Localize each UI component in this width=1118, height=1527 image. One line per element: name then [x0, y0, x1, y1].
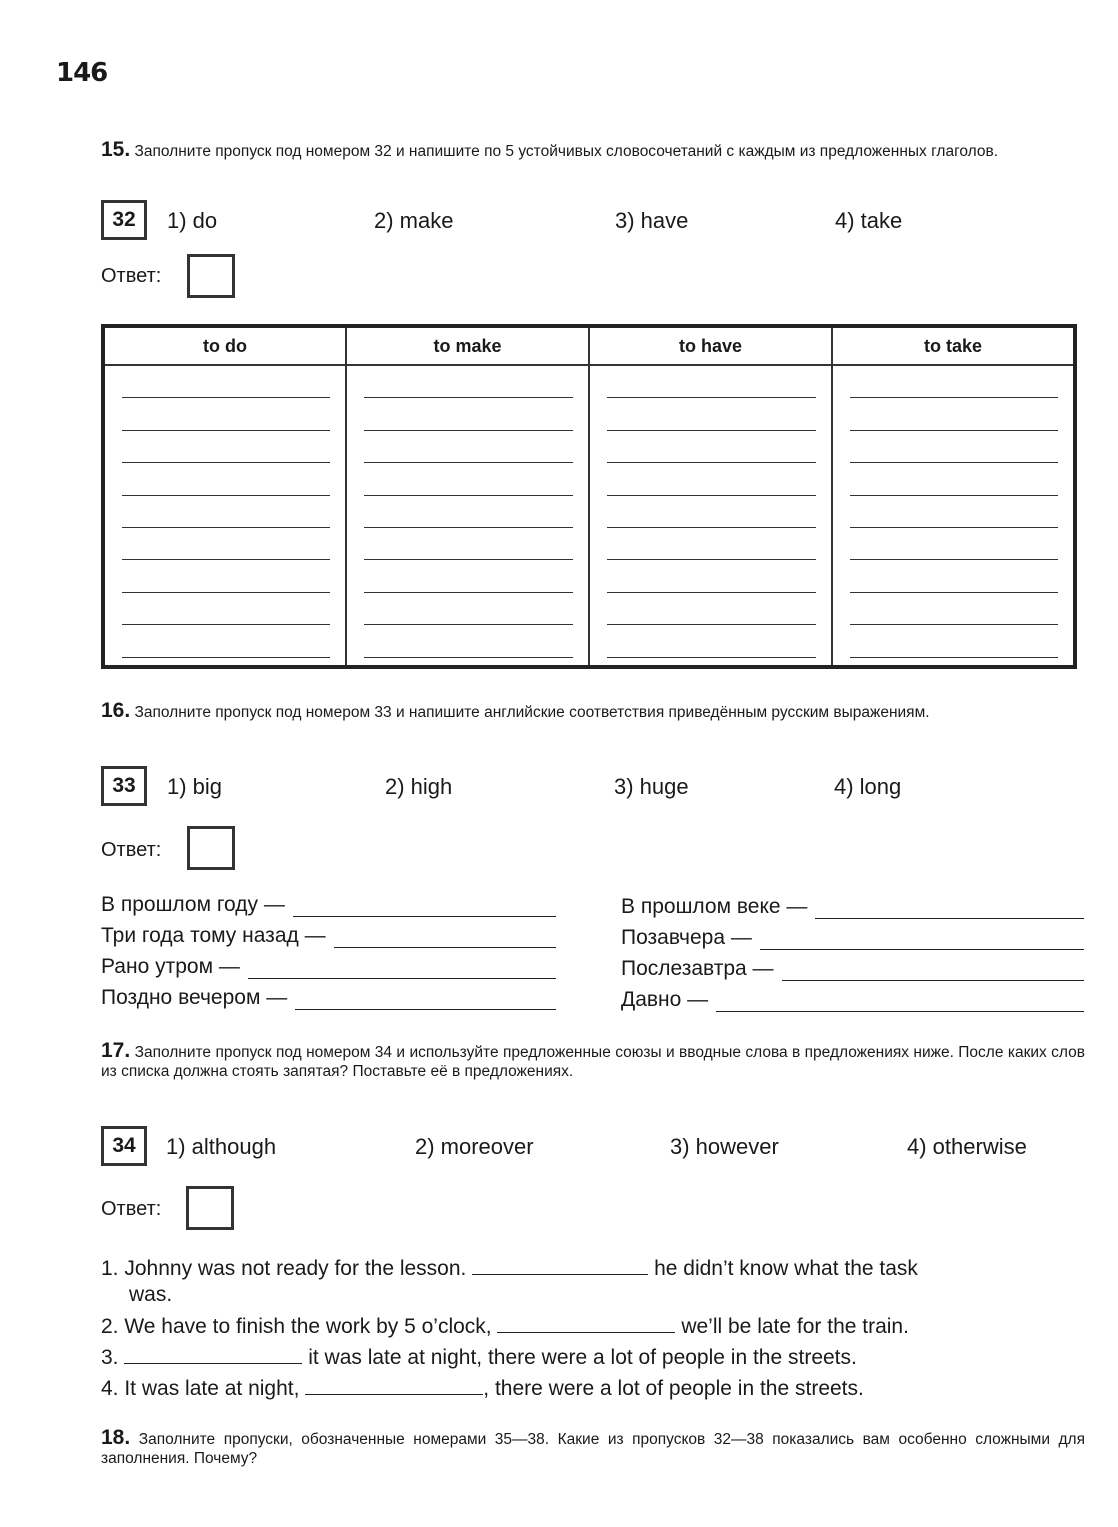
option-4: 4) otherwise: [907, 1134, 1027, 1159]
gap-32-box: 32: [101, 200, 147, 240]
option-4: 4) long: [834, 774, 902, 799]
answer-box-16[interactable]: [187, 826, 235, 870]
task-16-options: [101, 766, 1091, 810]
task-16-number: 16.: [101, 699, 131, 722]
blank[interactable]: [497, 1314, 675, 1333]
blank[interactable]: [334, 929, 556, 948]
option-1: 1) big: [167, 774, 223, 799]
blank[interactable]: [716, 993, 1084, 1012]
option-2: 2) make: [374, 208, 454, 233]
sentence-2: 2. We have to finish the work by 5 o’clock, we’ll be late for the train.: [101, 1315, 909, 1338]
task-18-number: 18.: [101, 1426, 131, 1449]
task-15-instruction: [101, 140, 1085, 161]
blank[interactable]: [248, 960, 556, 979]
blank[interactable]: [760, 931, 1084, 950]
blank[interactable]: [782, 962, 1084, 981]
option-3: 3) have: [615, 208, 689, 233]
option-2: 2) high: [385, 774, 453, 799]
task-17-options: [101, 1126, 1091, 1170]
blank[interactable]: [815, 900, 1084, 919]
column-to-do[interactable]: [103, 365, 346, 667]
answer-label-15: Ответ:: [101, 265, 162, 287]
task-15-number: 15.: [101, 138, 131, 161]
phrase-left-4: Поздно вечером —: [101, 986, 556, 1010]
sentence-1: 1. Johnny was not ready for the lesson. he didn’t know what the task was.: [101, 1257, 918, 1306]
column-to-make[interactable]: [346, 365, 589, 667]
phrase-right-1: В прошлом веке —: [621, 895, 1084, 919]
phrase-left-1: В прошлом году —: [101, 893, 556, 917]
collocation-table: [101, 324, 1077, 669]
task-17-number: 17.: [101, 1039, 131, 1062]
task-17-text: Заполните пропуск под номером 34 и используйте предложенные союзы и вводные слова в предложениях ниже. После каких слов из списка должна стоять запятая? Поставьте её в предложениях.: [101, 1044, 1085, 1080]
answer-label-17: Ответ:: [101, 1198, 162, 1220]
answer-box-17[interactable]: [186, 1186, 234, 1230]
task-17-instruction: [101, 1041, 1085, 1081]
option-4: 4) take: [835, 208, 903, 233]
sentence-4: 4. It was late at night, , there were a lot of people in the streets.: [101, 1377, 864, 1400]
blank[interactable]: [472, 1256, 648, 1275]
page-number: 146: [56, 58, 108, 88]
sentence-3: 3. it was late at night, there were a lot of people in the streets.: [101, 1346, 857, 1369]
option-1: 1) do: [167, 208, 218, 233]
option-3: 3) however: [670, 1134, 779, 1159]
blank[interactable]: [295, 991, 556, 1010]
option-2: 2) moreover: [415, 1134, 534, 1159]
gap-33-box: 33: [101, 766, 147, 806]
phrase-left-3: Рано утром —: [101, 955, 556, 979]
option-3: 3) huge: [614, 774, 689, 799]
task-15-text: Заполните пропуск под номером 32 и напишите по 5 устойчивых словосочетаний с каждым из предложенных глаголов.: [134, 143, 999, 160]
header-to-do: to do: [103, 326, 346, 365]
phrase-right-3: Послезавтра —: [621, 957, 1084, 981]
phrase-right-2: Позавчера —: [621, 926, 1084, 950]
header-to-take: to take: [832, 326, 1075, 365]
header-to-make: to make: [346, 326, 589, 365]
blank[interactable]: [124, 1345, 302, 1364]
header-to-have: to have: [589, 326, 832, 365]
gap-34-box: 34: [101, 1126, 147, 1166]
column-to-have[interactable]: [589, 365, 832, 667]
task-15-options: [101, 200, 1091, 244]
answer-label-16: Ответ:: [101, 839, 162, 861]
column-to-take[interactable]: [832, 365, 1075, 667]
phrase-left-2: Три года тому назад —: [101, 924, 556, 948]
phrase-right-4: Давно —: [621, 988, 1084, 1012]
blank[interactable]: [305, 1376, 483, 1395]
task-16-text: Заполните пропуск под номером 33 и напишите английские соответствия приведённым русским выражениям.: [134, 704, 930, 721]
task-18-instruction: [101, 1428, 1085, 1468]
task-16-instruction: [101, 701, 1085, 722]
blank[interactable]: [293, 898, 556, 917]
option-1: 1) although: [166, 1134, 277, 1159]
answer-box-15[interactable]: [187, 254, 235, 298]
task-18-text: Заполните пропуски, обозначенные номерами 35—38. Какие из пропусков 32—38 показались вам особенно сложными для заполнения. Почему?: [101, 1431, 1085, 1467]
